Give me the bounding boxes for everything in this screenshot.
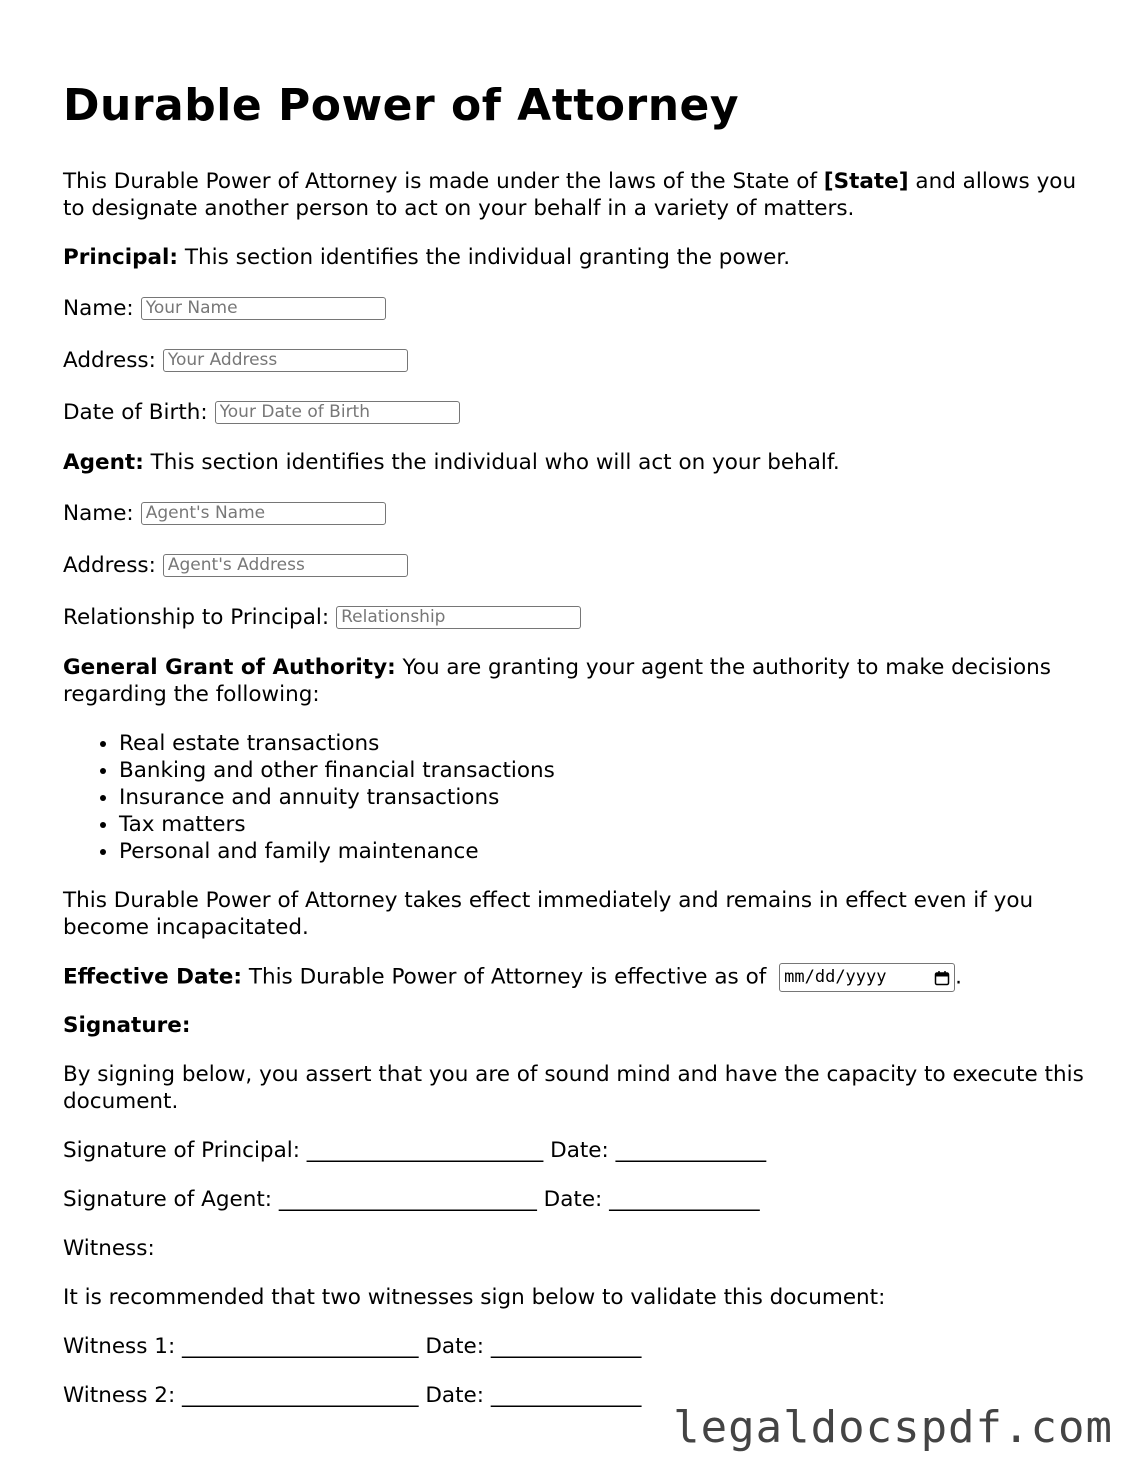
signature-assertion: By signing below, you assert that you are of sound mind and have the capacity to execute this document. [63,1062,1084,1114]
principal-address-label: Address: [63,347,156,373]
intro-text-after: and allows you to designate another person to act on your behalf in a variety of matters. [63,169,1077,221]
agent-address-label: Address: [63,552,156,578]
state-placeholder: [State] [823,169,909,194]
signature-heading-paragraph [63,1012,1093,1039]
principal-address-row [63,345,1093,375]
watermark: legaldocspdf.com [673,1402,1113,1453]
intro-paragraph [63,168,1093,222]
document-page [63,78,1093,1431]
principal-dob-label: Date of Birth: [63,399,208,425]
authority-section-intro [63,654,1093,708]
principal-section-intro [63,244,1093,271]
list-item: • Tax matters [119,811,1093,838]
authority-description: You are granting your agent the authority to make decisions regarding the following: [63,655,1051,707]
principal-name-label: Name: [63,295,134,321]
effective-date-heading: Effective Date: [63,964,242,990]
agent-heading: Agent: [63,450,144,475]
principal-heading: Principal: [63,245,179,270]
authority-list [63,730,1093,865]
witness1-signature-line: Witness 1: ______________________ Date: ______________ [63,1334,642,1359]
agent-address-input[interactable] [163,554,408,577]
principal-description: This section identifies the individual granting the power. [178,245,791,270]
effect-paragraph: This Durable Power of Attorney takes effect immediately and remains in effect even if you become incapacitated. [63,888,1034,940]
page-title: Durable Power of Attorney [63,80,740,131]
authority-heading: General Grant of Authority: [63,655,396,680]
list-item: • Real estate transactions [119,730,1093,757]
witness2-signature-line: Witness 2: ______________________ Date: ______________ [63,1383,642,1408]
signature-heading: Signature: [63,1013,191,1038]
calendar-icon[interactable] [934,970,950,986]
agent-name-input[interactable] [141,502,386,525]
intro-text-before: This Durable Power of Attorney is made under the laws of the State of [63,169,824,194]
principal-signature-line: Signature of Principal: ______________________ Date: ______________ [63,1138,767,1163]
agent-relationship-input[interactable] [336,606,581,629]
agent-name-row [63,498,1093,528]
principal-dob-row [63,397,1093,427]
principal-name-row [63,293,1093,323]
list-item: • Banking and other financial transactions [119,757,1093,784]
effective-date-period: . [955,964,962,990]
date-placeholder-text: mm/dd/yyyy [784,967,887,987]
agent-relationship-row [63,602,1093,632]
effective-date-input[interactable] [779,963,955,992]
agent-signature-line: Signature of Agent: ________________________ Date: ______________ [63,1187,760,1212]
agent-description: This section identifies the individual who will act on your behalf. [143,450,840,475]
list-item: • Insurance and annuity transactions [119,784,1093,811]
agent-section-intro [63,449,1093,476]
agent-address-row [63,550,1093,580]
principal-address-input[interactable] [163,349,408,372]
witness-note: It is recommended that two witnesses sign below to validate this document: [63,1285,886,1310]
witness-label: Witness: [63,1236,155,1261]
agent-relationship-label: Relationship to Principal: [63,604,330,630]
principal-dob-input[interactable] [215,401,460,424]
principal-name-input[interactable] [141,297,386,320]
agent-name-label: Name: [63,500,134,526]
effective-date-paragraph [63,963,1093,992]
list-item: • Personal and family maintenance [119,838,1093,865]
effective-date-description: This Durable Power of Attorney is effective as of [241,964,774,990]
